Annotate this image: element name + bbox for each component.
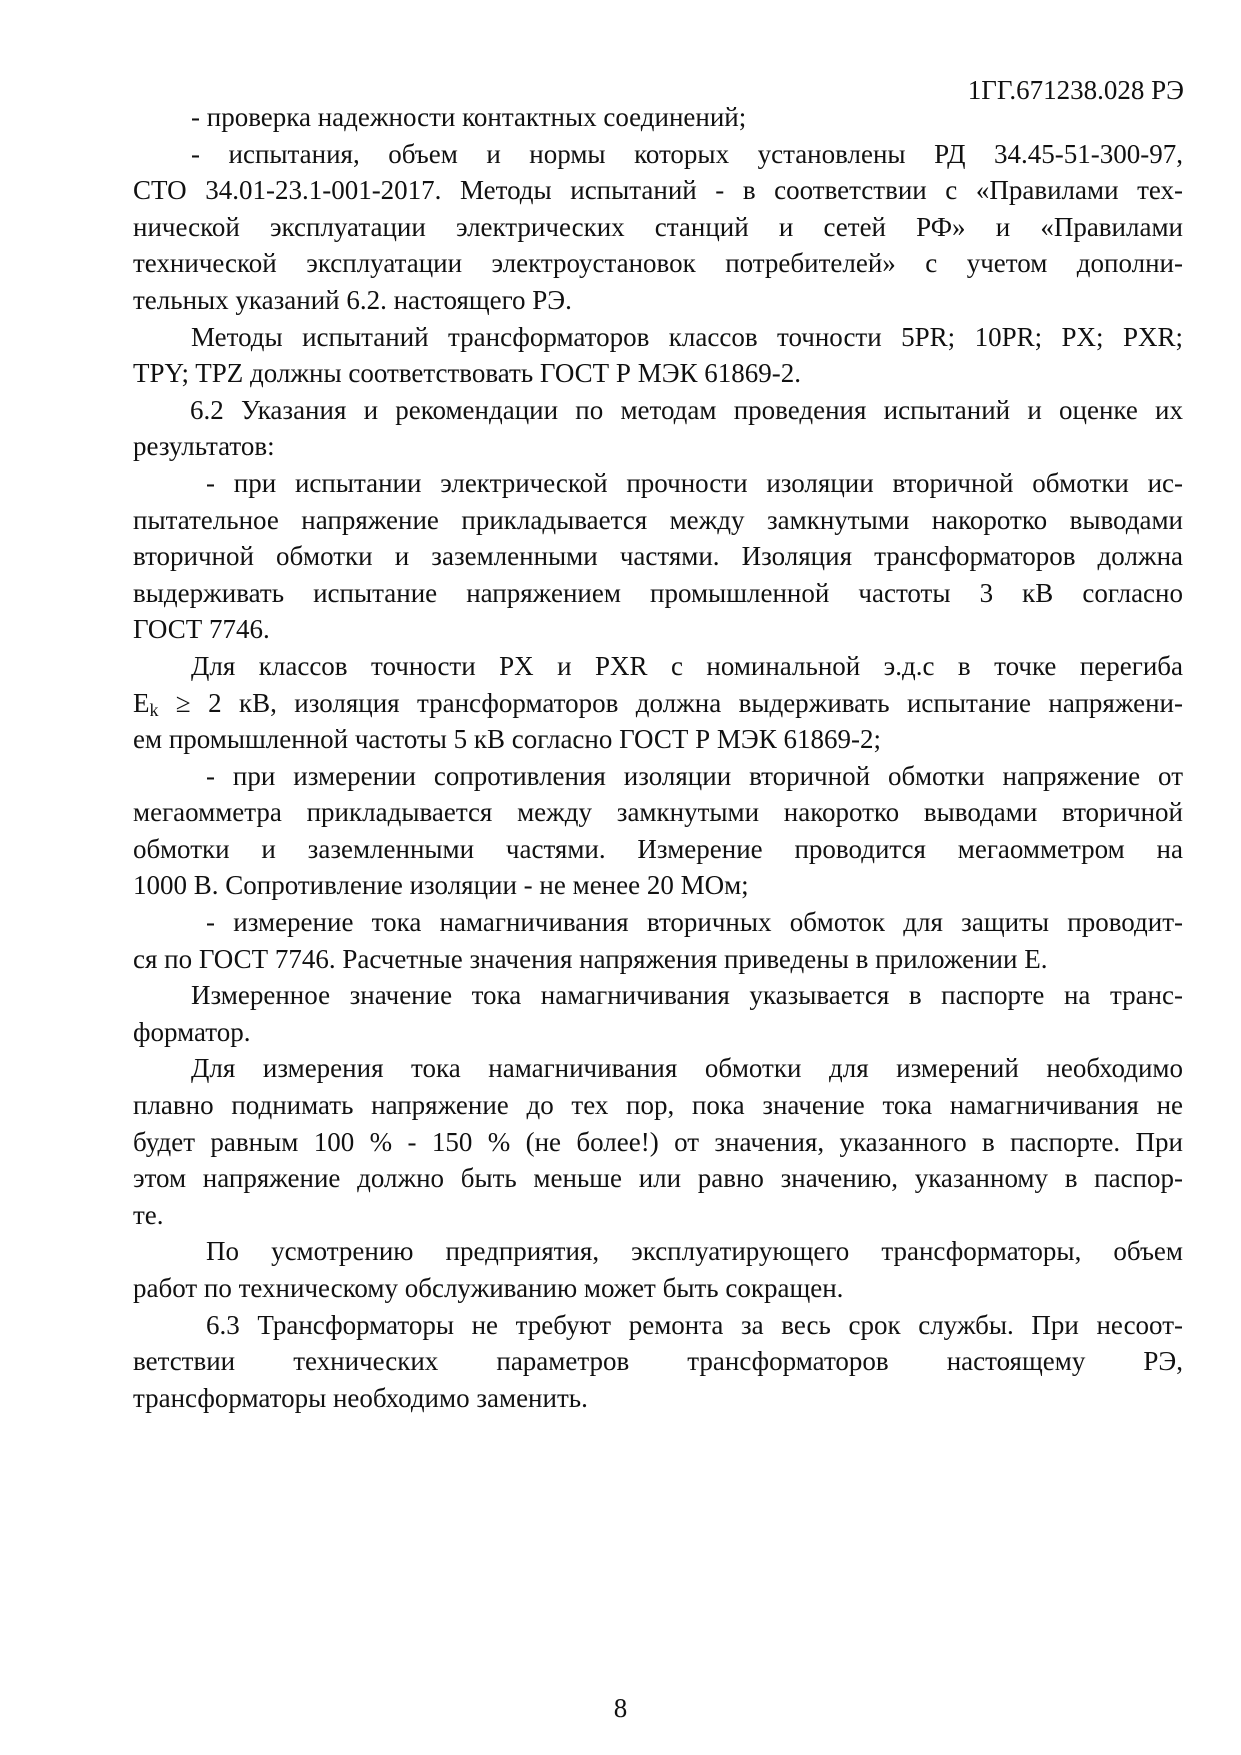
text-line-ek (133, 685, 1183, 722)
text-line: те. (133, 1199, 164, 1230)
text-line: технической эксплуатации электроустановок потребителей» с учетом дополни- (133, 248, 1183, 279)
text-line: Методы испытаний трансформаторов классов точности 5PR; 10PR; PX; PXR; (191, 321, 1183, 352)
text-line: нической эксплуатации электрических станций и сетей РФ» и «Правилами (133, 211, 1183, 242)
body-text (133, 99, 1183, 1416)
text-line: СТО 34.01-23.1-001-2017. Методы испытаний - в соответствии с «Правилами тех- (133, 175, 1183, 206)
text-line: 1000 В. Сопротивление изоляции - не менее 20 МОм; (133, 870, 749, 901)
ek-symbol (133, 688, 159, 718)
text-line: выдерживать испытание напряжением промышленной частоты 3 кВ согласно (133, 577, 1183, 608)
text-line: - измерение тока намагничивания вторичных обмоток для защиты проводит- (206, 907, 1183, 938)
text-line: - проверка надежности контактных соединений; (191, 102, 747, 132)
document-code: 1ГГ.671238.028 РЭ (967, 75, 1184, 105)
text-line: - испытания, объем и нормы которых установлены РД 34.45-51-300-97, (191, 138, 1183, 169)
text-line: будет равным 100 % - 150 % (не более!) от значения, указанного в паспорте. При (133, 1126, 1183, 1157)
text-line: - при измерении сопротивления изоляции вторичной обмотки напряжение от (206, 760, 1183, 791)
text-line: трансформаторы необходимо заменить. (133, 1382, 588, 1413)
ek-line-text: ≥ 2 кВ, изоляция трансформаторов должна выдерживать испытание напряжени- (175, 687, 1184, 718)
text-line: По усмотрению предприятия, эксплуатирующего трансформаторы, объем (206, 1236, 1183, 1267)
text-line: плавно поднимать напряжение до тех пор, пока значение тока намагничивания не (133, 1090, 1183, 1121)
text-line: Измеренное значение тока намагничивания указывается в паспорте на транс- (191, 980, 1183, 1011)
text-line: тельных указаний 6.2. настоящего РЭ. (133, 284, 572, 315)
page-number: 8 (613, 1693, 628, 1723)
text-line: мегаомметра прикладывается между замкнутыми накоротко выводами вторичной (133, 797, 1183, 828)
text-line: вторичной обмотки и заземленными частями. Изоляция трансформаторов должна (133, 541, 1183, 572)
text-line: форматор. (133, 1016, 251, 1047)
text-line: ся по ГОСТ 7746. Расчетные значения напряжения приведены в приложении Е. (133, 943, 1048, 974)
text-line: - при испытании электрической прочности изоляции вторичной обмотки ис- (206, 467, 1183, 498)
text-line: ем промышленной частоты 5 кВ согласно ГОСТ Р МЭК 61869-2; (133, 724, 881, 755)
text-line: Для классов точности PX и PXR с номинальной э.д.с в точке перегиба (191, 650, 1183, 681)
text-line: работ по техническому обслуживанию может быть сокращен. (133, 1273, 844, 1303)
text-line: пытательное напряжение прикладывается между замкнутыми накоротко выводами (133, 504, 1183, 535)
text-line: этом напряжение должно быть меньше или равно значению, указанному в паспор- (133, 1163, 1183, 1194)
ek-subscript: k (149, 699, 159, 720)
text-line: Для измерения тока намагничивания обмотки для измерений необходимо (191, 1053, 1183, 1084)
section-heading-line: 6.2 Указания и рекомендации по методам проведения испытаний и оценке их (190, 394, 1183, 425)
text-line: обмотки и заземленными частями. Измерение проводится мегаомметром на (133, 833, 1183, 864)
ek-base: E (133, 687, 150, 718)
text-line: ГОСТ 7746. (133, 614, 270, 645)
text-line: результатов: (133, 431, 275, 462)
text-line: ветствии технических параметров трансформаторов настоящему РЭ, (133, 1346, 1183, 1377)
section-heading-line: 6.3 Трансформаторы не требуют ремонта за весь срок службы. При несоот- (206, 1309, 1183, 1340)
text-line: TPY; TPZ должны соответствовать ГОСТ Р МЭК 61869-2. (133, 358, 802, 389)
